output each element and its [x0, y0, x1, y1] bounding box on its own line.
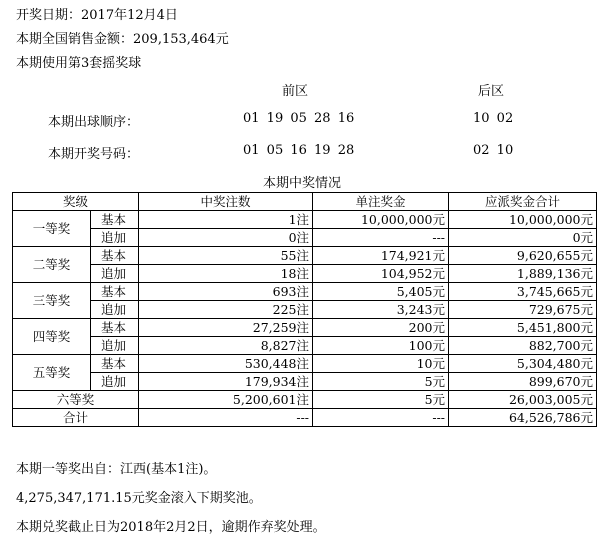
total-prize: 5,304,480元: [449, 355, 597, 373]
draw-order-back: 10 02: [473, 111, 514, 126]
winner-count: 55注: [139, 247, 313, 265]
prize-table-title: 本期中奖情况: [263, 176, 342, 191]
winning-numbers-label: 本期开奖号码：: [48, 147, 140, 162]
single-prize: 10元: [313, 355, 449, 373]
header-total: 应派奖金合计: [449, 193, 597, 211]
single-prize: 5元: [313, 373, 449, 391]
table-row: [13, 229, 597, 247]
bet-type: 基本: [91, 355, 139, 373]
table-row: [13, 247, 597, 265]
single-prize: ---: [313, 229, 449, 247]
winner-count: 225注: [139, 301, 313, 319]
total-prize: 3,745,665元: [449, 283, 597, 301]
bet-type: 追加: [91, 229, 139, 247]
single-prize: 100元: [313, 337, 449, 355]
total-prize: 10,000,000元: [449, 211, 597, 229]
total-prize: 0元: [449, 229, 597, 247]
table-row: [13, 319, 597, 337]
ball-set-note: 本期使用第3套摇奖球: [16, 56, 142, 71]
draw-order-label: 本期出球顺序：: [48, 115, 140, 130]
single-prize: 200元: [313, 319, 449, 337]
total-prize: 882,700元: [449, 337, 597, 355]
sum-total: 64,526,786元: [449, 409, 597, 427]
sum-label: 合计: [13, 409, 139, 427]
bet-type: 基本: [91, 247, 139, 265]
table-row: [13, 283, 597, 301]
claim-deadline: 本期兑奖截止日为2018年2月2日，逾期作弃奖处理。: [16, 520, 326, 535]
winner-count: 5,200,601注: [139, 391, 313, 409]
winner-count: 693注: [139, 283, 313, 301]
first-prize-origin: 本期一等奖出自：江西(基本1注)。: [16, 462, 217, 477]
bet-type: 基本: [91, 283, 139, 301]
winner-count: 18注: [139, 265, 313, 283]
bet-type: 追加: [91, 265, 139, 283]
table-row-sum: [13, 409, 597, 427]
prize-level: 四等奖: [13, 319, 91, 355]
winning-numbers-back: 02 10: [473, 143, 514, 158]
prize-level: 三等奖: [13, 283, 91, 319]
single-prize: 104,952元: [313, 265, 449, 283]
draw-date: 开奖日期：2017年12月4日: [16, 8, 178, 23]
sales-amount: 本期全国销售金额：209,153,464元: [16, 32, 229, 47]
single-prize: 174,921元: [313, 247, 449, 265]
winner-count: 27,259注: [139, 319, 313, 337]
total-prize: 9,620,655元: [449, 247, 597, 265]
bet-type: 追加: [91, 373, 139, 391]
total-prize: 1,889,136元: [449, 265, 597, 283]
sum-count: ---: [139, 409, 313, 427]
total-prize: 899,670元: [449, 373, 597, 391]
table-header-row: [13, 193, 597, 211]
winner-count: 8,827注: [139, 337, 313, 355]
rollover-note: 4,275,347,171.15元奖金滚入下期奖池。: [16, 491, 262, 506]
single-prize: 10,000,000元: [313, 211, 449, 229]
prize-table: [12, 192, 597, 427]
bet-type: 基本: [91, 319, 139, 337]
sum-prize: ---: [313, 409, 449, 427]
prize-level: 六等奖: [13, 391, 139, 409]
winner-count: 179,934注: [139, 373, 313, 391]
header-prize: 单注奖金: [313, 193, 449, 211]
bet-type: 基本: [91, 211, 139, 229]
header-level: 奖级: [13, 193, 139, 211]
winner-count: 0注: [139, 229, 313, 247]
total-prize: 729,675元: [449, 301, 597, 319]
winner-count: 530,448注: [139, 355, 313, 373]
single-prize: 5,405元: [313, 283, 449, 301]
winner-count: 1注: [139, 211, 313, 229]
prize-level: 一等奖: [13, 211, 91, 247]
single-prize: 5元: [313, 391, 449, 409]
prize-level: 二等奖: [13, 247, 91, 283]
bet-type: 追加: [91, 301, 139, 319]
header-count: 中奖注数: [139, 193, 313, 211]
draw-order-front: 01 19 05 28 16: [243, 111, 355, 126]
back-zone-label: 后区: [478, 84, 505, 99]
table-row: [13, 337, 597, 355]
total-prize: 5,451,800元: [449, 319, 597, 337]
front-zone-label: 前区: [282, 84, 309, 99]
table-row: [13, 301, 597, 319]
prize-table-body: [13, 211, 597, 427]
bet-type: 追加: [91, 337, 139, 355]
table-row: [13, 265, 597, 283]
single-prize: 3,243元: [313, 301, 449, 319]
table-row: [13, 373, 597, 391]
winning-numbers-front: 01 05 16 19 28: [243, 143, 355, 158]
prize-level: 五等奖: [13, 355, 91, 391]
table-row-sixth: [13, 391, 597, 409]
table-row: [13, 355, 597, 373]
table-row: [13, 211, 597, 229]
total-prize: 26,003,005元: [449, 391, 597, 409]
